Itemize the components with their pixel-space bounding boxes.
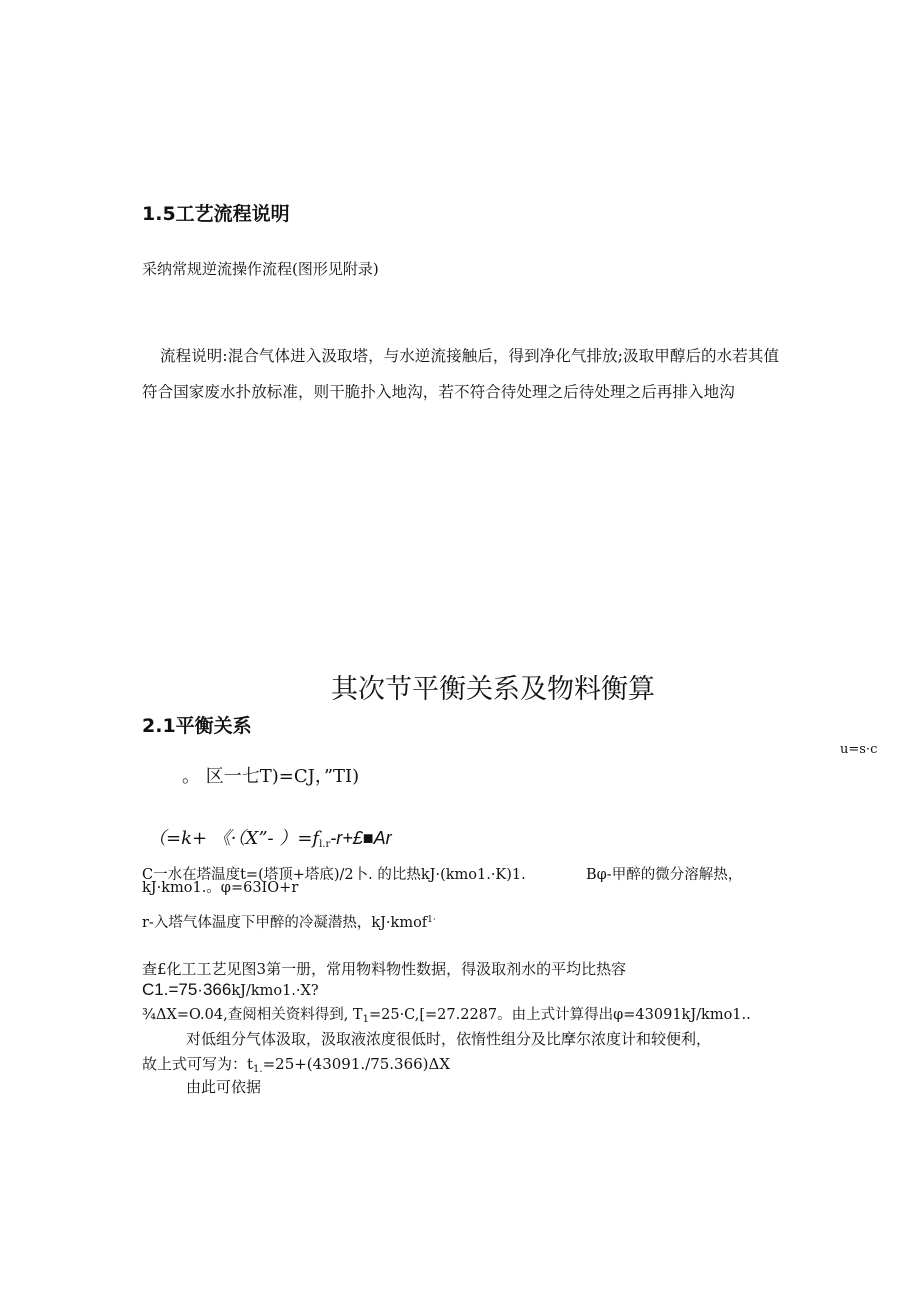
simplified-subscript: 1. bbox=[253, 1064, 263, 1075]
simplified-part-b: =25+(43091./75.366)ΔX bbox=[262, 1055, 451, 1073]
calculation-subscript: 1 bbox=[362, 1014, 369, 1025]
definition-line-1-b: Bφ-甲醉的微分溶解热， bbox=[586, 867, 743, 883]
simplified-part-a: 故上式可写为：t bbox=[142, 1055, 254, 1073]
heat-capacity-unit: kJ/kmo1.·X? bbox=[231, 983, 319, 999]
definition-line-3-sup: 1· bbox=[427, 915, 436, 925]
heat-capacity-value: C1.=75·366 bbox=[142, 980, 232, 999]
chapter-title: 其次节平衡关系及物料衡算 bbox=[331, 674, 655, 705]
low-concentration-line: 对低组分气体汲取，汲取液浓度很低时，依惰性组分及比摩尔浓度计和较便利， bbox=[186, 1030, 712, 1048]
closing-line: 由此可依据 bbox=[186, 1078, 262, 1096]
equation-2-subscript: l.r bbox=[319, 839, 331, 850]
definition-line-2: kJ·kmo1.。φ=63IO+r bbox=[142, 880, 299, 896]
equation-1: 。 区一七T)=CJ，”TI) bbox=[182, 766, 360, 787]
definition-line-3 bbox=[142, 911, 436, 932]
section-heading-2-1: 2.1平衡关系 bbox=[142, 715, 252, 737]
calculation-part-b: =25·C,[=27.2287。由上式计算得出φ=43091kJ/kmo1.. bbox=[368, 1007, 751, 1023]
process-description-line-1: 流程说明:混合气体进入汲取塔，与水逆流接触后，得到净化气排放;汲取甲醇后的水若其值 bbox=[160, 347, 780, 365]
section-heading-1-5: 1.5工艺流程说明 bbox=[142, 203, 290, 225]
process-flow-line: 采纳常规逆流操作流程(图形见附录) bbox=[142, 260, 379, 278]
equation-2-part-b: f bbox=[312, 828, 320, 849]
process-description-line-2: 符合国家废水扑放标准，则干脆扑入地沟，若不符合待处理之后待处理之后再排入地沟 bbox=[142, 383, 735, 401]
calculation-line bbox=[142, 1003, 751, 1025]
simplified-equation-line bbox=[142, 1053, 450, 1075]
definition-line-3-text: r-入塔气体温度下甲醉的冷凝潜热，kJ·kmof bbox=[142, 915, 428, 931]
equation-2-part-a: （=k+ 《·（X”- ）= bbox=[148, 828, 313, 849]
heat-capacity-line bbox=[142, 980, 319, 1000]
equation-2-part-c: -r+£■Ar bbox=[330, 828, 392, 848]
definition-line-1: C一水在塔温度t=(塔顶+塔底)/2卜. 的比热kJ·(kmo1.·K)1. bbox=[142, 867, 526, 883]
calculation-part-a: ¾ΔX=O.04,查阅相关资料得到, T bbox=[142, 1007, 363, 1023]
side-note: u=s·c bbox=[840, 742, 878, 757]
equation-2 bbox=[148, 824, 392, 850]
reference-line: 查£化工工艺见图3第一册，常用物料物性数据，得汲取剂水的平均比热容 bbox=[142, 960, 627, 978]
